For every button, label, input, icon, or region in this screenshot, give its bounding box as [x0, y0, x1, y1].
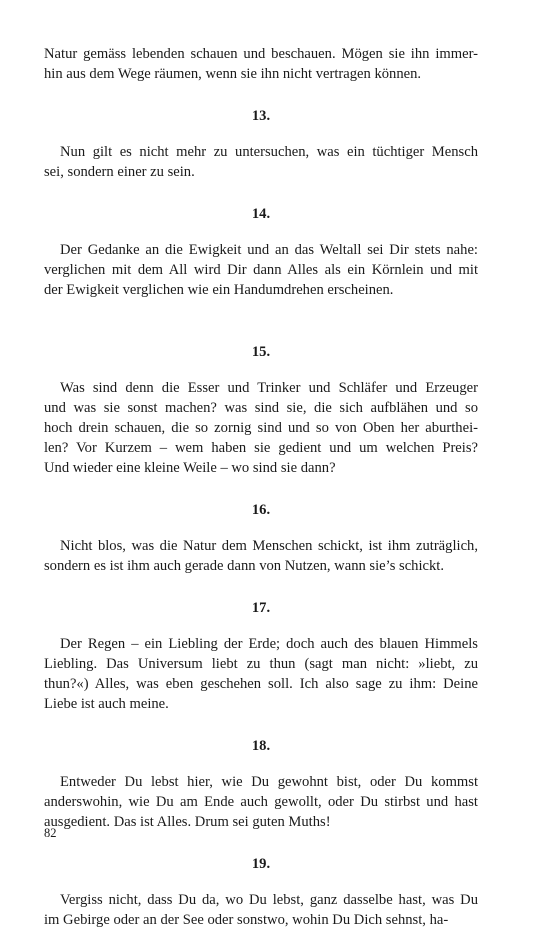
section-number-18: 18.	[251, 738, 271, 754]
text-line: Der Gedanke an die Ewigkeit und an das Weltall sei Dir stets nahe:	[60, 242, 478, 258]
section-number-16: 16.	[251, 502, 271, 518]
text-line: sondern es ist ihm auch gerade dann von Nutzen, wann sie’s schickt.	[44, 558, 445, 574]
text-line: sei, sondern einer zu sein.	[44, 164, 195, 180]
section-14-paragraph	[44, 240, 478, 300]
text-line: Natur gemäss lebenden schauen und beschauen. Mögen sie ihn immer-	[44, 46, 478, 62]
text-line: Liebe ist auch meine.	[44, 696, 169, 712]
text-line: der Ewigkeit verglichen wie ein Handumdrehen erscheinen.	[44, 282, 394, 298]
section-18-paragraph	[44, 772, 478, 832]
section-15-paragraph	[44, 378, 478, 478]
section-number-17: 17.	[251, 600, 271, 616]
text-line: Entweder Du lebst hier, wie Du gewohnt bist, oder Du kommst	[60, 774, 478, 790]
section-number-13: 13.	[251, 108, 271, 124]
text-line: verglichen mit dem All wird Dir dann Alles als ein Körnlein und mit	[44, 262, 478, 278]
section-13-paragraph	[44, 142, 478, 182]
text-line: und was sie sonst machen? was sind sie, die sich aufblähen und so	[44, 400, 478, 416]
text-line: Nun gilt es nicht mehr zu untersuchen, was ein tüchtiger Mensch	[60, 144, 478, 160]
section-number-14: 14.	[251, 206, 271, 222]
text-line: hin aus dem Wege räumen, wenn sie ihn nicht vertragen können.	[44, 66, 422, 82]
page-number: 82	[44, 826, 57, 840]
section-number-15: 15.	[251, 344, 271, 360]
text-line: hoch drein schauen, die so zornig sind und so von Oben her aburthei-	[44, 420, 478, 436]
text-line: anderswohin, wie Du am Ende auch gewollt, oder Du stirbst und hast	[44, 794, 478, 810]
text-line: thun?«) Alles, was eben geschehen soll. Ich also sage zu ihm: Deine	[44, 676, 478, 692]
carry-over-paragraph	[44, 44, 478, 84]
text-line: Der Regen – ein Liebling der Erde; doch auch des blauen Himmels	[60, 636, 478, 652]
text-line: im Gebirge oder an der See oder sonstwo, wohin Du Dich sehnst, ha-	[44, 912, 449, 928]
section-17-paragraph	[44, 634, 478, 714]
section-19-paragraph	[44, 890, 478, 930]
text-line: Und wieder eine kleine Weile – wo sind sie dann?	[44, 460, 336, 476]
text-line: Vergiss nicht, dass Du da, wo Du lebst, ganz dasselbe hast, was Du	[60, 892, 478, 908]
section-16-paragraph	[44, 536, 478, 576]
text-line: Liebling. Das Universum liebt zu thun (sagt man nicht: »liebt, zu	[44, 656, 478, 672]
text-line: Was sind denn die Esser und Trinker und Schläfer und Erzeuger	[60, 380, 478, 396]
page-body	[44, 44, 478, 930]
section-number-19: 19.	[251, 856, 271, 872]
text-line: len? Vor Kurzem – wem haben sie gedient und um welchen Preis?	[44, 440, 478, 456]
text-line: Nicht blos, was die Natur dem Menschen schickt, ist ihm zuträglich,	[60, 538, 478, 554]
text-line: ausgedient. Das ist Alles. Drum sei guten Muths!	[44, 814, 331, 830]
